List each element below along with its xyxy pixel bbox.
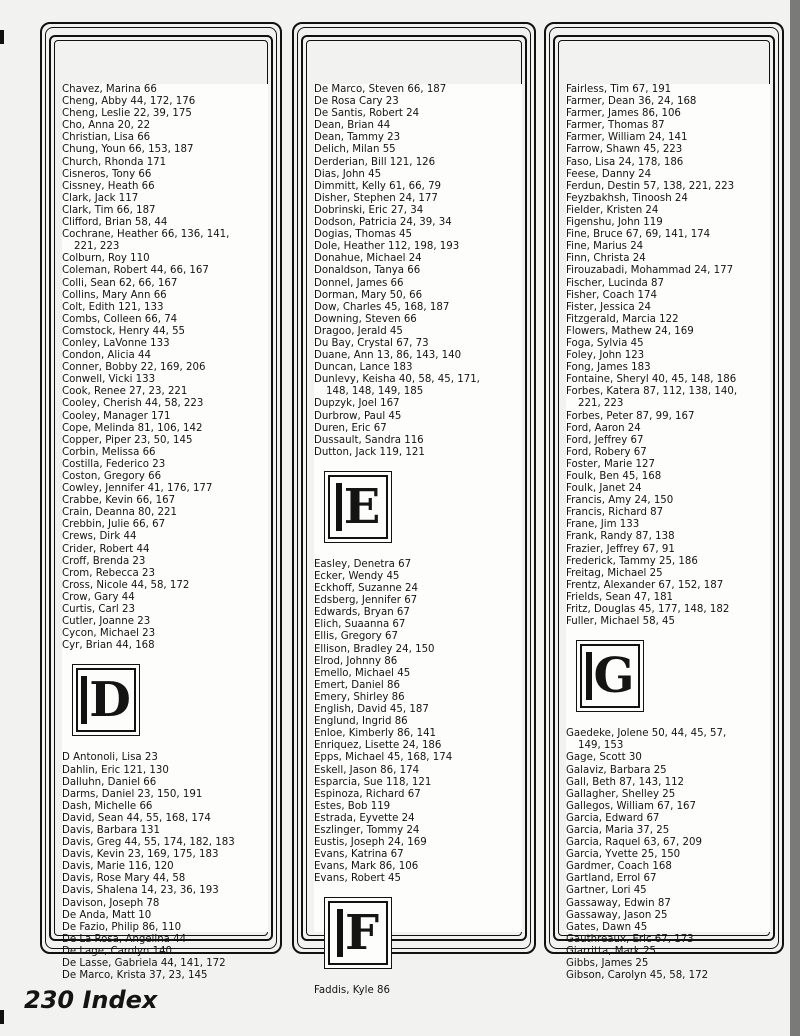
index-entry: Corbin, Melissa 66 xyxy=(62,446,156,458)
index-entry: Cho, Anna 20, 22 xyxy=(62,120,151,132)
column-body xyxy=(62,84,268,982)
index-entry: Foley, John 123 xyxy=(566,350,645,362)
index-entry: Combs, Colleen 66, 74 xyxy=(62,313,178,325)
index-entry: Davis, Marie 116, 120 xyxy=(62,861,174,873)
index-entry: Chung, Youn 66, 153, 187 xyxy=(62,144,194,156)
index-entry: Clifford, Brian 58, 44 xyxy=(62,217,168,229)
index-entry: Cooley, Cherish 44, 58, 223 xyxy=(62,398,204,410)
index-entry: Donahue, Michael 24 xyxy=(314,253,422,265)
index-entry: 221, 223 xyxy=(578,398,624,410)
index-entry: Gaedeke, Jolene 50, 44, 45, 57, xyxy=(566,728,727,740)
margin-mark xyxy=(0,30,4,44)
index-column-3 xyxy=(544,22,784,982)
index-entry: Ellis, Gregory 67 xyxy=(314,631,398,643)
index-entry: Cyr, Brian 44, 168 xyxy=(62,640,155,652)
index-entry: Cutler, Joanne 23 xyxy=(62,616,151,628)
index-entry: Estrada, Eyvette 24 xyxy=(314,812,415,824)
index-entry: Feyzbakhsh, Tinoosh 24 xyxy=(566,192,688,204)
entry-list xyxy=(62,84,268,982)
index-entry: Dunlevy, Keisha 40, 58, 45, 171, xyxy=(314,374,480,386)
index-entry: Ford, Robery 67 xyxy=(566,446,647,458)
index-entry: Fine, Bruce 67, 69, 141, 174 xyxy=(566,229,711,241)
index-entry: Frane, Jim 133 xyxy=(566,519,640,531)
index-entry: Dimmitt, Kelly 61, 66, 79 xyxy=(314,180,442,192)
page-edge xyxy=(790,0,800,1036)
index-entry: Colburn, Roy 110 xyxy=(62,253,150,265)
index-entry: Crider, Robert 44 xyxy=(62,543,150,555)
index-entry: Cissney, Heath 66 xyxy=(62,180,155,192)
index-entry: Davis, Greg 44, 55, 174, 182, 183 xyxy=(62,837,235,849)
index-entry: Dodson, Patricia 24, 39, 34 xyxy=(314,217,452,229)
index-entry: Gardmer, Coach 168 xyxy=(566,861,672,873)
index-entry: Eustis, Joseph 24, 169 xyxy=(314,837,427,849)
index-entry: Giarritta, Mark 25 xyxy=(566,945,657,957)
index-entry: 149, 153 xyxy=(578,740,624,752)
index-entry: Cross, Nicole 44, 58, 172 xyxy=(62,579,190,591)
index-entry: De Fazio, Philip 86, 110 xyxy=(62,921,182,933)
index-entry: Crow, Gary 44 xyxy=(62,591,135,603)
index-entry: Cheng, Abby 44, 172, 176 xyxy=(62,96,196,108)
index-entry: Derderian, Bill 121, 126 xyxy=(314,156,436,168)
index-entry: Fielder, Kristen 24 xyxy=(566,204,659,216)
index-entry: Frederick, Tammy 25, 186 xyxy=(566,555,698,567)
index-entry: Emert, Daniel 86 xyxy=(314,679,400,691)
index-entry: Cycon, Michael 23 xyxy=(62,628,156,640)
index-entry: Cheng, Leslie 22, 39, 175 xyxy=(62,108,192,120)
index-entry: De Anda, Matt 10 xyxy=(62,909,152,921)
index-entry: Finn, Christa 24 xyxy=(566,253,646,265)
index-entry: Gartner, Lori 45 xyxy=(566,885,647,897)
index-entry: Clark, Tim 66, 187 xyxy=(62,204,156,216)
index-entry: Fischer, Lucinda 87 xyxy=(566,277,664,289)
index-entry: Dussault, Sandra 116 xyxy=(314,434,424,446)
index-entry: De Santis, Robert 24 xyxy=(314,108,420,120)
index-entry: Fitzgerald, Marcia 122 xyxy=(566,313,679,325)
index-entry: Downing, Steven 66 xyxy=(314,313,417,325)
entry-list xyxy=(566,84,770,982)
index-entry: Crom, Rebecca 23 xyxy=(62,567,155,579)
index-entry: Evans, Mark 86, 106 xyxy=(314,861,419,873)
index-entry: Epps, Michael 45, 168, 174 xyxy=(314,752,453,764)
index-entry: Fontaine, Sheryl 40, 45, 148, 186 xyxy=(566,374,737,386)
section-letter-glyph: D xyxy=(81,676,131,724)
column-body xyxy=(566,84,770,982)
index-entry: Farrow, Shawn 45, 223 xyxy=(566,144,683,156)
index-entry: Coston, Gregory 66 xyxy=(62,471,162,482)
index-entry: 148, 148, 149, 185 xyxy=(326,386,424,398)
index-entry: Emery, Shirley 86 xyxy=(314,691,405,703)
index-entry: Christian, Lisa 66 xyxy=(62,132,151,144)
index-entry: Emello, Michael 45 xyxy=(314,667,411,679)
index-entry: Elich, Suaanna 67 xyxy=(314,619,406,631)
index-entry: Evans, Katrina 67 xyxy=(314,849,404,861)
index-entry: Farmer, William 24, 141 xyxy=(566,132,688,144)
index-entry: Dow, Charles 45, 168, 187 xyxy=(314,301,450,313)
index-entry: Dalluhn, Daniel 66 xyxy=(62,776,157,788)
margin-mark xyxy=(0,1010,4,1024)
index-column-1 xyxy=(40,22,282,982)
index-entry: Eszlinger, Tommy 24 xyxy=(314,824,420,836)
index-entry: Firouzabadi, Mohammad 24, 177 xyxy=(566,265,734,277)
section-letter-e xyxy=(328,475,388,539)
index-entry: Curtis, Carl 23 xyxy=(62,604,135,616)
index-entry: Duncan, Lance 183 xyxy=(314,362,413,374)
index-entry: Gartland, Errol 67 xyxy=(566,873,657,885)
index-entry: Feese, Danny 24 xyxy=(566,168,652,180)
index-entry: Enloe, Kimberly 86, 141 xyxy=(314,728,437,740)
index-entry: Copper, Piper 23, 50, 145 xyxy=(62,434,193,446)
index-entry: Colli, Sean 62, 66, 167 xyxy=(62,277,178,289)
index-entry: Conwell, Vicki 133 xyxy=(62,374,156,386)
index-entry: Espinoza, Richard 67 xyxy=(314,788,421,800)
index-entry: Colt, Edith 121, 133 xyxy=(62,301,164,313)
index-entry: Crain, Deanna 80, 221 xyxy=(62,507,177,519)
index-entry: Foster, Marie 127 xyxy=(566,458,655,470)
section-letter-g xyxy=(580,644,640,708)
index-entry: Coleman, Robert 44, 66, 167 xyxy=(62,265,209,277)
index-entry: De Lage, Carolyn 140 xyxy=(62,945,173,957)
section-letter-d xyxy=(76,668,136,732)
index-entry: Cope, Melinda 81, 106, 142 xyxy=(62,422,203,434)
index-entry: Conner, Bobby 22, 169, 206 xyxy=(62,362,206,374)
index-entry: Enriquez, Lisette 24, 186 xyxy=(314,740,442,752)
index-entry: Farmer, James 86, 106 xyxy=(566,108,681,120)
index-entry: Cooley, Manager 171 xyxy=(62,410,171,422)
section-letter-glyph: F xyxy=(337,909,379,957)
index-entry: Francis, Richard 87 xyxy=(566,507,664,519)
index-entry: Gallagher, Shelley 25 xyxy=(566,788,676,800)
index-entry: Comstock, Henry 44, 55 xyxy=(62,325,186,337)
index-entry: Fisher, Coach 174 xyxy=(566,289,657,301)
index-entry: Croff, Brenda 23 xyxy=(62,555,146,567)
index-entry: Condon, Alicia 44 xyxy=(62,350,151,362)
index-entry: Davis, Barbara 131 xyxy=(62,824,160,836)
index-entry: Ford, Aaron 24 xyxy=(566,422,641,434)
index-entry: Estes, Bob 119 xyxy=(314,800,391,812)
index-entry: Dutton, Jack 119, 121 xyxy=(314,446,425,458)
index-entry: Garcia, Edward 67 xyxy=(566,812,660,824)
index-entry: Garcia, Raquel 63, 67, 209 xyxy=(566,837,702,849)
index-entry: Easley, Denetra 67 xyxy=(314,558,412,570)
index-entry: Ford, Jeffrey 67 xyxy=(566,434,644,446)
index-entry: Cisneros, Tony 66 xyxy=(62,168,152,180)
index-entry: Gassaway, Jason 25 xyxy=(566,909,668,921)
section-letter-f xyxy=(328,901,388,965)
index-entry: Gassaway, Edwin 87 xyxy=(566,897,671,909)
index-entry: Gage, Scott 30 xyxy=(566,752,642,764)
index-entry: Darms, Daniel 23, 150, 191 xyxy=(62,788,203,800)
index-entry: Edsberg, Jennifer 67 xyxy=(314,595,418,607)
index-entry: Fister, Jessica 24 xyxy=(566,301,651,313)
index-entry: Faso, Lisa 24, 178, 186 xyxy=(566,156,684,168)
index-entry: David, Sean 44, 55, 168, 174 xyxy=(62,812,211,824)
index-entry: Cook, Renee 27, 23, 221 xyxy=(62,386,188,398)
index-entry: Evans, Robert 45 xyxy=(314,873,401,885)
index-entry: Dean, Tammy 23 xyxy=(314,132,401,144)
index-entry: Gates, Dawn 45 xyxy=(566,921,648,933)
index-entry: Fuller, Michael 58, 45 xyxy=(566,616,676,628)
index-entry: Garcia, Yvette 25, 150 xyxy=(566,849,681,861)
index-entry: Frazier, Jeffrey 67, 91 xyxy=(566,543,675,555)
index-entry: Fritz, Douglas 45, 177, 148, 182 xyxy=(566,604,730,616)
index-entry: Dole, Heather 112, 198, 193 xyxy=(314,241,460,253)
index-entry: Crebbin, Julie 66, 67 xyxy=(62,519,166,531)
index-entry: Chavez, Marina 66 xyxy=(62,84,157,95)
index-entry: Frields, Sean 47, 181 xyxy=(566,591,674,603)
index-entry: Dahlin, Eric 121, 130 xyxy=(62,764,169,776)
index-entry: Du Bay, Crystal 67, 73 xyxy=(314,337,429,349)
index-entry: Foulk, Janet 24 xyxy=(566,483,642,495)
index-entry: Dragoo, Jerald 45 xyxy=(314,325,403,337)
index-entry: 221, 223 xyxy=(74,241,120,253)
index-entry: Crews, Dirk 44 xyxy=(62,531,137,543)
index-entry: Conley, LaVonne 133 xyxy=(62,337,170,349)
section-letter-glyph: E xyxy=(336,483,381,531)
page-footer: 230 Index xyxy=(24,986,158,1014)
index-entry: Figenshu, John 119 xyxy=(566,217,663,229)
index-entry: Edwards, Bryan 67 xyxy=(314,607,410,619)
index-entry: Frank, Randy 87, 138 xyxy=(566,531,675,543)
index-entry: Farmer, Thomas 87 xyxy=(566,120,665,132)
index-entry: Frentz, Alexander 67, 152, 187 xyxy=(566,579,724,591)
index-entry: De Marco, Steven 66, 187 xyxy=(314,84,447,95)
index-entry: Flowers, Mathew 24, 169 xyxy=(566,325,694,337)
index-entry: Crabbe, Kevin 66, 167 xyxy=(62,495,176,507)
index-entry: Durbrow, Paul 45 xyxy=(314,410,402,422)
index-entry: Delich, Milan 55 xyxy=(314,144,396,156)
index-entry: Fairless, Tim 67, 191 xyxy=(566,84,672,95)
index-entry: Eskell, Jason 86, 174 xyxy=(314,764,420,776)
section-letter-glyph: G xyxy=(586,652,635,700)
index-entry: Fong, James 183 xyxy=(566,362,651,374)
index-entry: Ferdun, Destin 57, 138, 221, 223 xyxy=(566,180,735,192)
index-entry: Gibbs, James 25 xyxy=(566,958,649,969)
index-entry: De La Rosa, Angelina 44 xyxy=(62,933,187,945)
index-entry: Davis, Shalena 14, 23, 36, 193 xyxy=(62,885,219,897)
index-entry: Donnel, James 66 xyxy=(314,277,404,289)
index-entry: Francis, Amy 24, 150 xyxy=(566,495,674,507)
column-body xyxy=(314,84,522,997)
index-entry: Gibson, Carolyn 45, 58, 172 xyxy=(566,970,709,982)
index-entry: Davis, Rose Mary 44, 58 xyxy=(62,873,186,885)
index-entry: Ellison, Bradley 24, 150 xyxy=(314,643,435,655)
index-entry: Faddis, Kyle 86 xyxy=(314,985,390,997)
index-entry: Forbes, Peter 87, 99, 167 xyxy=(566,410,695,422)
index-entry: Dias, John 45 xyxy=(314,168,382,180)
index-column-2 xyxy=(292,22,536,997)
index-entry: Donaldson, Tanya 66 xyxy=(314,265,421,277)
index-entry: Ecker, Wendy 45 xyxy=(314,571,400,582)
index-entry: Eckhoff, Suzanne 24 xyxy=(314,583,419,595)
index-entry: Dean, Brian 44 xyxy=(314,120,391,132)
index-entry: De Marco, Krista 37, 23, 145 xyxy=(62,970,208,982)
index-entry: Dash, Michelle 66 xyxy=(62,800,153,812)
index-entry: Esparcia, Sue 118, 121 xyxy=(314,776,432,788)
index-entry: Cowley, Jennifer 41, 176, 177 xyxy=(62,483,213,495)
index-entry: Gall, Beth 87, 143, 112 xyxy=(566,776,685,788)
index-entry: Foga, Sylvia 45 xyxy=(566,337,644,349)
index-entry: Foulk, Ben 45, 168 xyxy=(566,471,662,482)
index-entry: Church, Rhonda 171 xyxy=(62,156,167,168)
index-entry: Galaviz, Barbara 25 xyxy=(566,764,667,776)
index-entry: Garcia, Maria 37, 25 xyxy=(566,824,670,836)
index-entry: Davis, Kevin 23, 169, 175, 183 xyxy=(62,849,219,861)
index-entry: D Antonoli, Lisa 23 xyxy=(62,752,158,764)
index-entry: Farmer, Dean 36, 24, 168 xyxy=(566,96,697,108)
index-entry: English, David 45, 187 xyxy=(314,704,429,716)
index-entry: Costilla, Federico 23 xyxy=(62,458,166,470)
index-entry: Elrod, Johnny 86 xyxy=(314,655,398,667)
index-entry: Clark, Jack 117 xyxy=(62,192,139,204)
index-entry: Disher, Stephen 24, 177 xyxy=(314,192,438,204)
index-entry: Dupzyk, Joel 167 xyxy=(314,398,400,410)
index-entry: De Lasse, Gabriela 44, 141, 172 xyxy=(62,958,226,969)
index-entry: Fine, Marius 24 xyxy=(566,241,644,253)
index-entry: Englund, Ingrid 86 xyxy=(314,716,408,728)
index-entry: Cochrane, Heather 66, 136, 141, xyxy=(62,229,230,241)
index-entry: Duren, Eric 67 xyxy=(314,422,387,434)
index-entry: Collins, Mary Ann 66 xyxy=(62,289,167,301)
index-entry: Dogias, Thomas 45 xyxy=(314,229,412,241)
entry-list xyxy=(314,84,522,998)
index-entry: Gallegos, William 67, 167 xyxy=(566,800,697,812)
index-entry: Forbes, Katera 87, 112, 138, 140, xyxy=(566,386,738,398)
index-entry: Freitag, Michael 25 xyxy=(566,567,663,579)
index-entry: Davison, Joseph 78 xyxy=(62,897,160,909)
index-entry: Gauthreaux, Eric 67, 173 xyxy=(566,933,694,945)
index-entry: De Rosa Cary 23 xyxy=(314,96,399,108)
index-entry: Dorman, Mary 50, 66 xyxy=(314,289,423,301)
index-entry: Dobrinski, Eric 27, 34 xyxy=(314,204,424,216)
index-entry: Duane, Ann 13, 86, 143, 140 xyxy=(314,350,462,362)
